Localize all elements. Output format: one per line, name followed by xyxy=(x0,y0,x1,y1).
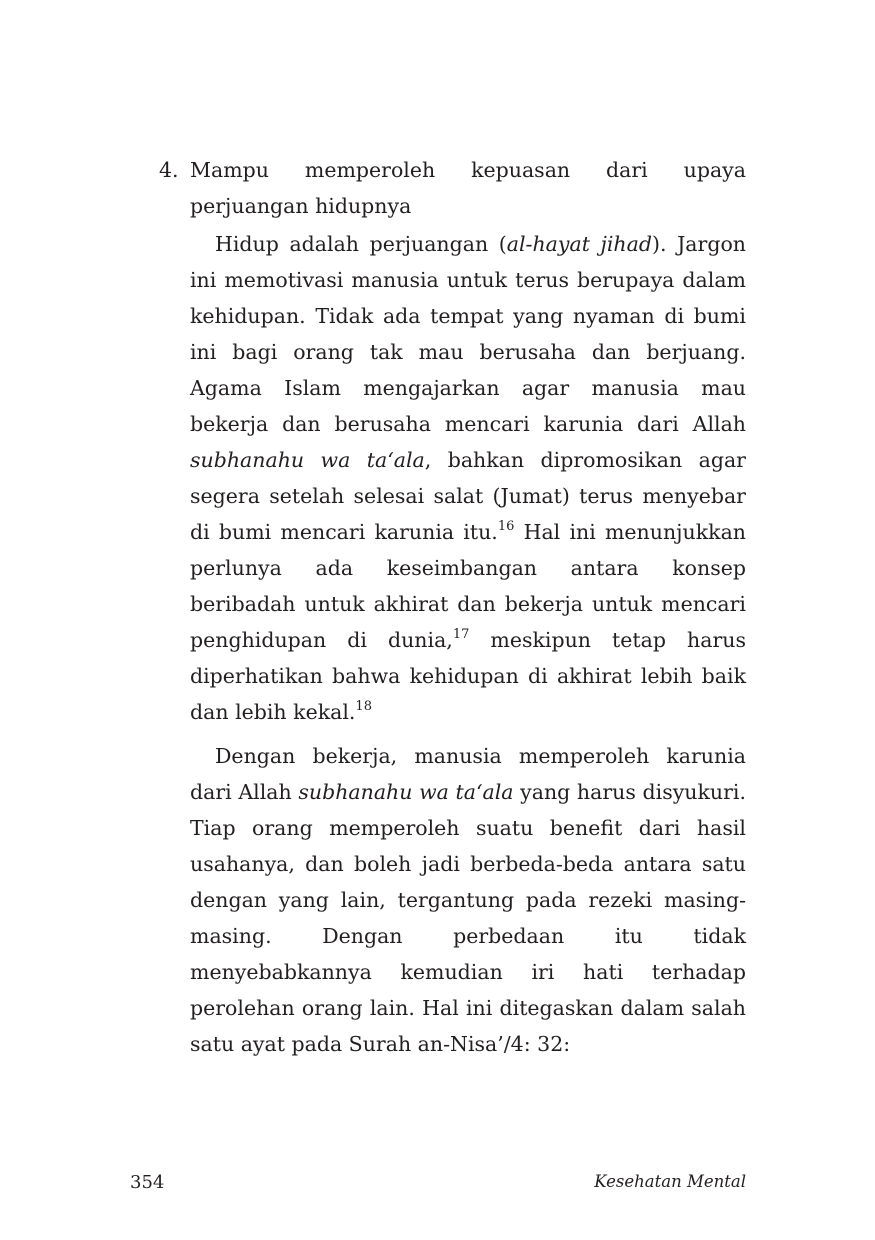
italic-term-al-hayat-jihad: al-hayat jihad xyxy=(506,232,652,256)
paragraph-text: meskipun tetap harus diperhatikan bahwa kehidupan di akhirat lebih baik dan lebih kekal. xyxy=(190,628,746,724)
body-paragraph-2 xyxy=(130,738,746,1062)
paragraph-text: Hidup adalah perjuangan ( xyxy=(215,232,507,256)
page-number: 354 xyxy=(130,1172,165,1193)
numbered-list-item xyxy=(130,152,746,224)
paragraph-text: yang harus disyukuri. Tiap orang memperoleh suatu benefit dari hasil usahanya, dan boleh jadi berbeda-beda antara satu dengan yang lain, tergantung pada rezeki masing-masing. Dengan perbedaan itu tidak menyebabkannya kemudian iri hati terhadap perolehan orang lain. Hal ini ditegaskan dalam salah satu ayat pada Surah an-Nisa’/4: 32: xyxy=(190,780,747,1056)
page-footer xyxy=(130,1172,746,1196)
italic-term-subhanahu: subhanahu wa ta‘ala xyxy=(190,448,425,472)
footnote-ref-18: 18 xyxy=(355,699,372,714)
italic-term-subhanahu: subhanahu wa ta‘ala xyxy=(298,780,514,804)
list-item-heading: Mampu memperoleh kepuasan dari upaya perjuangan hidupnya xyxy=(190,158,746,218)
paragraph-text: Hal ini menunjukkan perlunya ada keseimbangan antara konsep beribadah untuk akhirat dan bekerja untuk mencari penghidupan di dunia, xyxy=(190,520,746,652)
footnote-ref-17: 17 xyxy=(452,627,470,642)
paragraph-text: ). Jargon ini memotivasi manusia untuk terus berupaya dalam kehidupan. Tidak ada tempat yang nyaman di bumi ini bagi orang tak mau berusaha dan berjuang. Agama Islam mengajarkan agar manusia mau bekerja dan berusaha mencari karunia dari Allah xyxy=(190,232,746,436)
list-item-number: 4. xyxy=(159,158,179,182)
page-body xyxy=(130,152,746,1062)
running-title: Kesehatan Mental xyxy=(594,1172,746,1191)
paragraph-text: Dengan bekerja, manusia memperoleh karunia dari Allah xyxy=(190,744,746,804)
footnote-ref-16: 16 xyxy=(497,519,515,534)
body-paragraph-1 xyxy=(130,226,746,730)
paragraph-text: , bahkan dipromosikan agar segera setelah selesai salat (Jumat) terus menyebar di bumi mencari karunia itu. xyxy=(190,448,746,544)
